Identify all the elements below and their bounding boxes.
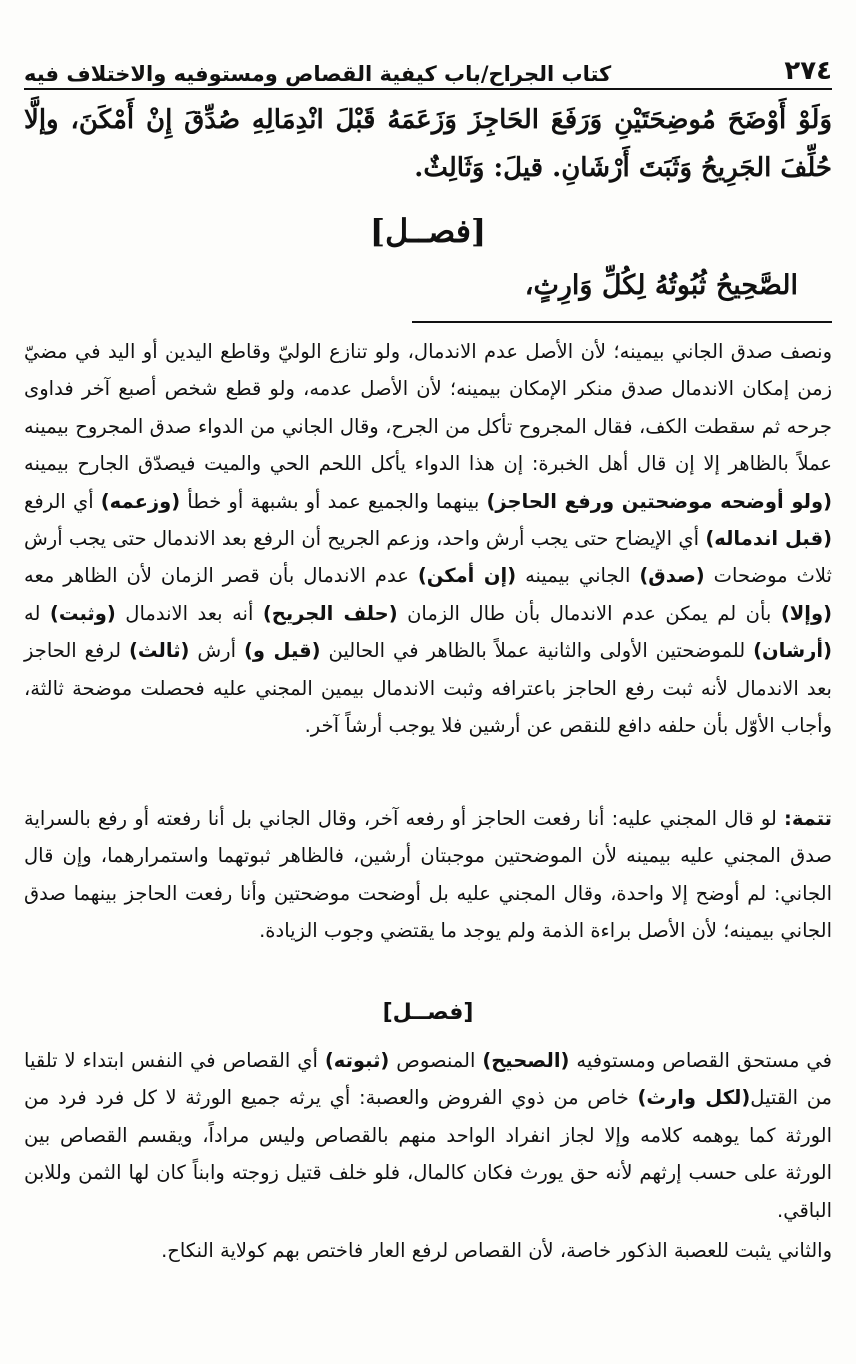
sharh-text: أي الإيضاح حتى يجب أرش واحد، وزعم الجريح أن الرفع بعد الاندمال حتى يجب أرش ثلاث موضحات bbox=[24, 527, 832, 588]
sharh-paragraph bbox=[24, 333, 832, 744]
header-rule bbox=[24, 88, 832, 90]
sharh-text: لرفع الحاجز بعد الاندمال لأنه ثبت رفع الحاجز باعترافه وثبت الاندمال بيمين المجني عليه فحصلت موضحة ثالثة، وأجاب الأوّل بأن حلفه دافع للنقص عن أرشين فلا يوجب أرشاً آخر. bbox=[24, 639, 832, 738]
matn-text-2: الصَّحِيحُ ثُبُوتُهُ لِكُلِّ وَارِثٍ، bbox=[524, 270, 798, 301]
matn-sharh-divider bbox=[412, 321, 832, 323]
fasl-heading: [فصــل] bbox=[369, 212, 487, 250]
page-header bbox=[24, 46, 832, 86]
sharh-text: الجاني بيمينه bbox=[516, 564, 640, 588]
running-title: كتاب الجراح/باب كيفية القصاص ومستوفيه والاختلاف فيه bbox=[24, 62, 612, 86]
matn-quote: (الصحيح) bbox=[482, 1049, 570, 1072]
sharh-text: المنصوص bbox=[389, 1049, 483, 1072]
matn-quote: (إن أمكن) bbox=[417, 564, 517, 588]
page-number: ٢٧٤ bbox=[784, 56, 832, 86]
matn-text-1: وَلَوْ أَوْضَحَ مُوضِحَتَيْنِ وَرَفَعَ الحَاجِزَ وَزَعَمَهُ قَبْلَ انْدِمَالِهِ صُدِّقَ إِنْ أَمْكَنَ، وإلَّا حُلِّفَ الجَرِيحُ وَثَبَتَ أَرْشَانِ. قيلَ: وَثَالِثٌ. bbox=[24, 105, 833, 183]
sharh-text: له bbox=[24, 601, 50, 625]
matn-quote: (ولو أوضحه موضحتين ورفع الحاجز) bbox=[486, 489, 832, 513]
sharh-text: أي القصاص في النفس ابتداء لا تلقيا من القتيل bbox=[24, 1049, 833, 1110]
sharh-text: أرش bbox=[189, 639, 244, 663]
matn-quote: (أرشان) bbox=[753, 639, 833, 663]
matn-quote: (قبل اندماله) bbox=[705, 527, 833, 551]
fasl-subheading: [فصــل] bbox=[382, 1000, 474, 1025]
sharh-text: لو قال المجني عليه: أنا رفعت الحاجز أو رفعه آخر، وقال الجاني بل أنا رفعته أو رفع بالسراية صدق المجني عليه بيمينه لأن الموضحتين موجبتان أرشين، فالظاهر ثبوتهما واستمرارهما، وإن قال الجاني: لم أوضح إلا واحدة، وقال المجني عليه بل أوضحت موضحتين وأنا رفعت الحاجز بينهما صدق الجاني بيمينه؛ لأن الأصل براءة الذمة ولم يوجد ما يقتضي وجوب الزيادة. bbox=[24, 807, 832, 943]
sharh-text: أنه بعد الاندمال bbox=[115, 601, 263, 625]
sharh-text: بينهما والجميع عمد أو بشبهة أو خطأ bbox=[180, 489, 487, 513]
sharh-text: للموضحتين الأولى والثانية عملاً بالظاهر في الحالين bbox=[320, 639, 754, 663]
sharh-paragraph bbox=[24, 1042, 832, 1229]
matn-quote: (لكل وارث) bbox=[637, 1086, 751, 1110]
sharh-text: أي الرفع bbox=[24, 489, 101, 513]
sharh-tatimma bbox=[24, 800, 832, 950]
matn-quote: (وزعمه) bbox=[100, 489, 181, 513]
matn-quote: (ثبوته) bbox=[324, 1049, 390, 1072]
matn-quote: (ثالث) bbox=[129, 639, 190, 663]
matn-quote: (حلف الجريح) bbox=[262, 601, 398, 625]
matn-quote: (وإلا) bbox=[780, 601, 832, 625]
matn-quote: (وثبت) bbox=[49, 601, 116, 625]
matn-quote: (قيل و) bbox=[243, 639, 321, 663]
sharh-text: عدم الاندمال بأن قصر الزمان لأن الظاهر معه bbox=[24, 564, 418, 588]
sharh-text: ونصف صدق الجاني بيمينه؛ لأن الأصل عدم الاندمال، ولو تنازع الوليّ وقاطع اليدين أو اليد في مضيّ زمن إمكان الاندمال صدق منكر الإمكان بيمينه؛ لأن الأصل عدمه، ولو قطع شخص أصبع آخر فداوى جرحه ثم سقطت الكف، فقال المجروح تأكل من الجرح، وقال الجاني من الدواء صدق المجروح بيمينه عملاً بالظاهر إلا إن قال أهل الخبرة: إن هذا الدواء يأكل اللحم الحي والميت فيصدّق الجارح بيمينه bbox=[24, 340, 832, 476]
sharh-text: بأن لم يمكن عدم الاندمال بأن طال الزمان bbox=[397, 601, 781, 625]
sharh-text: خاص من ذوي الفروض والعصبة: أي يرثه جميع الورثة لا كل فرد فرد من الورثة كما يوهمه كلامه وإلا لجاز انفراد الواحد منهم بالقصاص وليس مراداً، ويقسم القصاص بين الورثة على حسب إرثهم لأنه حق يورث فكان كالمال، فلو خلف قتيل زوجته وابناً كان لها الثمن وللابن الباقي. bbox=[24, 1086, 832, 1222]
matn-quote: (صدق) bbox=[639, 564, 705, 588]
sharh-text: والثاني يثبت للعصبة الذكور خاصة، لأن القصاص لرفع العار فاختص بهم كولاية النكاح. bbox=[161, 1239, 832, 1262]
book-page bbox=[18, 0, 838, 1364]
sharh-text: في مستحق القصاص ومستوفيه bbox=[569, 1049, 832, 1072]
sharh-paragraph bbox=[24, 1232, 832, 1269]
matn-quote: تتمة: bbox=[784, 807, 832, 830]
